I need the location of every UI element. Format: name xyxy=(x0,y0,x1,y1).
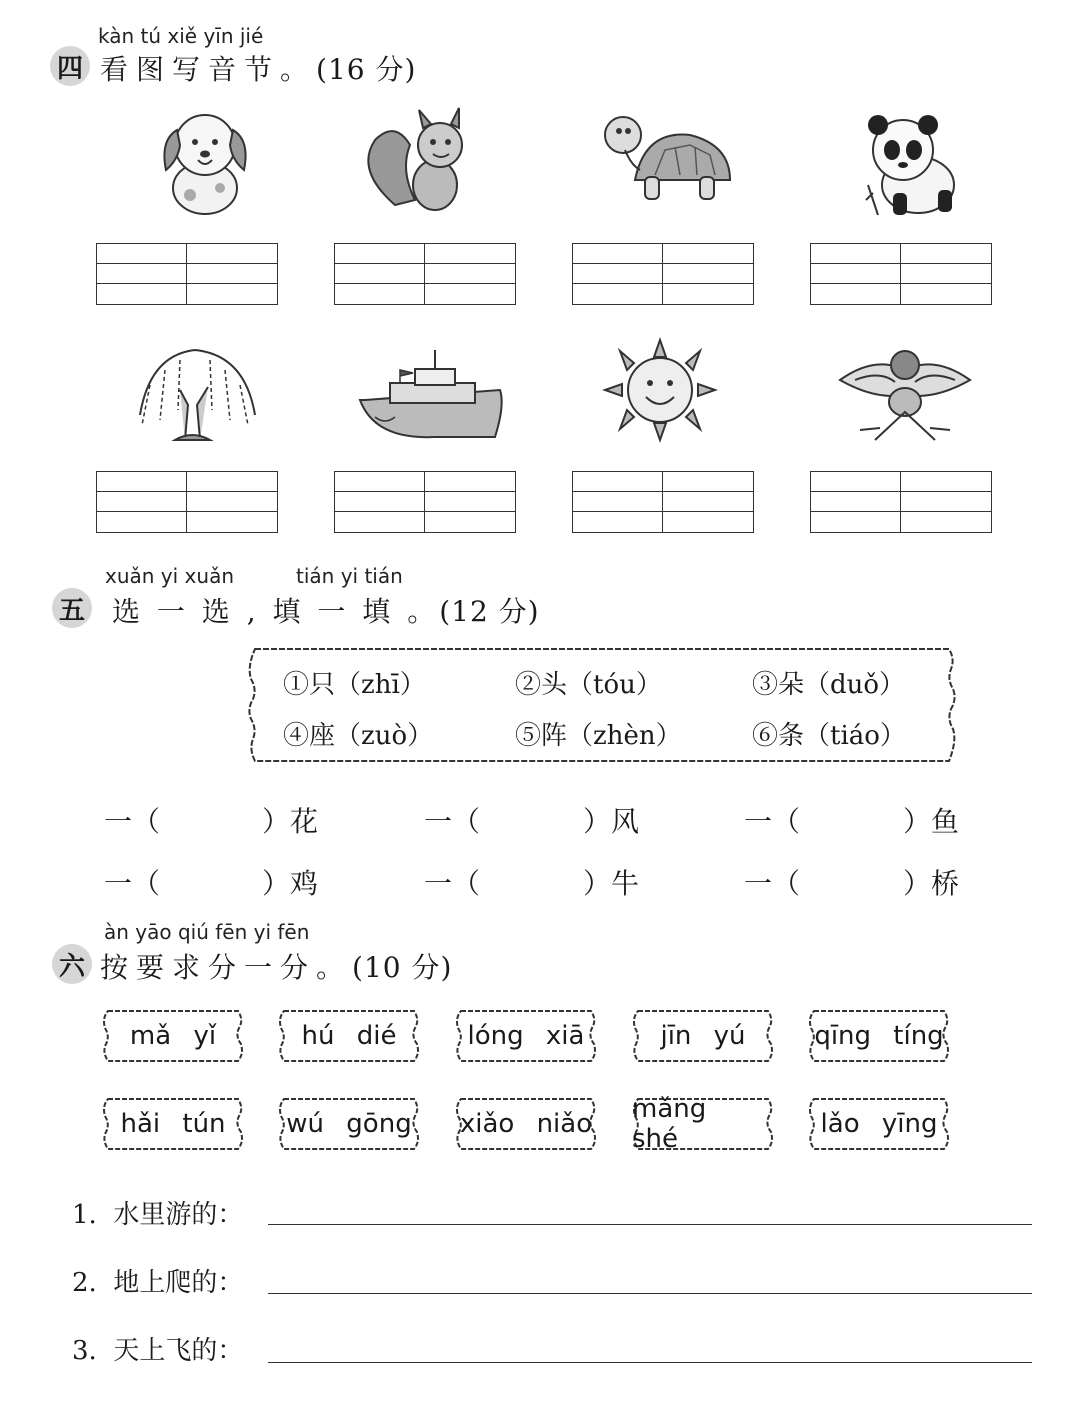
blank-input[interactable] xyxy=(180,862,260,898)
word-tag[interactable]: mǎng shé xyxy=(632,1096,774,1152)
blank-suffix: ）牛 xyxy=(583,867,640,900)
word-tag[interactable]: wú gōng xyxy=(278,1096,420,1152)
word-tag[interactable]: qīng tíng xyxy=(808,1008,950,1064)
turtle-icon xyxy=(595,105,745,225)
blank-input[interactable] xyxy=(820,862,900,898)
blank-prefix: 一（ xyxy=(424,867,481,900)
blank-prefix: 一（ xyxy=(424,805,481,838)
blank-prefix: 一（ xyxy=(744,867,801,900)
answer-line-1[interactable] xyxy=(268,1224,1032,1225)
blank-suffix: ）桥 xyxy=(903,867,960,900)
blank-input[interactable] xyxy=(180,800,260,836)
section5-title: 选 一 选 , 填 一 填 。(12 分) xyxy=(112,595,540,628)
pinyin-writing-grid[interactable] xyxy=(334,471,516,533)
blank-suffix: ）鱼 xyxy=(903,805,960,838)
willow-tree-icon xyxy=(120,335,270,455)
option-5: ⑤阵（zhèn） xyxy=(515,721,682,751)
answer-line-3[interactable] xyxy=(268,1362,1032,1363)
pinyin-writing-grid[interactable] xyxy=(96,243,278,305)
section6-title: 按要求分一分。(10 分) xyxy=(100,951,453,984)
word-tag[interactable]: xiǎo niǎo xyxy=(455,1096,597,1152)
dog-icon xyxy=(130,100,280,220)
option-2: ②头（tóu） xyxy=(515,670,662,700)
blank-input[interactable] xyxy=(820,800,900,836)
pinyin-writing-grid[interactable] xyxy=(334,243,516,305)
word-tag[interactable]: mǎ yǐ xyxy=(102,1008,244,1064)
blank-suffix: ）花 xyxy=(262,805,319,838)
answer-line-2[interactable] xyxy=(268,1293,1032,1294)
word-tag[interactable]: jīn yú xyxy=(632,1008,774,1064)
section5-number: 五 xyxy=(52,588,92,628)
squirrel-icon xyxy=(355,100,505,220)
option-3: ③朵（duǒ） xyxy=(752,670,906,700)
blank-suffix: ）鸡 xyxy=(262,867,319,900)
word-tag[interactable]: hú dié xyxy=(278,1008,420,1064)
section4-pinyin: kàn tú xiě yīn jié xyxy=(98,24,264,48)
section6-number: 六 xyxy=(52,944,92,984)
section5-pinyin-a: xuǎn yi xuǎn xyxy=(105,564,234,588)
kite-icon xyxy=(835,340,985,460)
question-3: 3. 天上飞的： xyxy=(72,1336,244,1366)
blank-prefix: 一（ xyxy=(744,805,801,838)
question-1: 1. 水里游的： xyxy=(72,1200,244,1230)
option-6: ⑥条（tiáo） xyxy=(752,721,906,751)
word-tag[interactable]: lóng xiā xyxy=(455,1008,597,1064)
option-1: ①只（zhī） xyxy=(283,670,426,700)
pinyin-writing-grid[interactable] xyxy=(810,243,992,305)
boat-icon xyxy=(355,345,505,465)
section4-title: 看图写音节。(16 分) xyxy=(100,53,417,86)
pinyin-writing-grid[interactable] xyxy=(572,471,754,533)
section4-number: 四 xyxy=(50,46,90,86)
pinyin-writing-grid[interactable] xyxy=(572,243,754,305)
blank-suffix: ）风 xyxy=(583,805,640,838)
section5-pinyin-b: tián yi tián xyxy=(296,564,403,588)
blank-prefix: 一（ xyxy=(104,867,161,900)
pinyin-writing-grid[interactable] xyxy=(810,471,992,533)
word-tag[interactable]: hǎi tún xyxy=(102,1096,244,1152)
question-2: 2. 地上爬的： xyxy=(72,1268,244,1298)
option-4: ④座（zuò） xyxy=(283,721,434,751)
sun-icon xyxy=(600,335,750,455)
blank-prefix: 一（ xyxy=(104,805,161,838)
section6-pinyin: àn yāo qiú fēn yi fēn xyxy=(104,920,310,944)
blank-input[interactable] xyxy=(500,800,580,836)
panda-icon xyxy=(838,105,988,225)
word-tag[interactable]: lǎo yīng xyxy=(808,1096,950,1152)
blank-input[interactable] xyxy=(500,862,580,898)
pinyin-writing-grid[interactable] xyxy=(96,471,278,533)
